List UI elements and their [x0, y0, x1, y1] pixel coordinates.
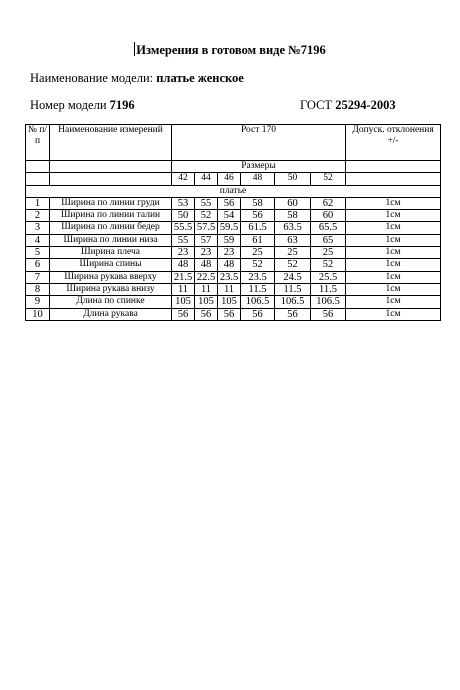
- row-number: 7: [26, 271, 50, 283]
- measurement-name: Длина по спинке: [50, 296, 172, 308]
- measurement-value: 60: [311, 210, 346, 222]
- measurement-value: 50: [172, 210, 195, 222]
- size-cell: 44: [195, 173, 218, 185]
- measurement-value: 65: [311, 234, 346, 246]
- measurement-value: 106.5: [311, 296, 346, 308]
- measurement-value: 21.5: [172, 271, 195, 283]
- measurement-value: 52: [195, 210, 218, 222]
- empty-cell: [26, 161, 50, 173]
- measurement-value: 25: [241, 247, 275, 259]
- measurement-value: 25.5: [311, 271, 346, 283]
- table-row: [26, 259, 441, 271]
- measurement-value: 62: [311, 197, 346, 209]
- measurement-value: 23.5: [218, 271, 241, 283]
- measurement-value: 56: [218, 197, 241, 209]
- model-number-label: Номер модели: [30, 98, 107, 112]
- col-header-tolerance: Допуск. отклонения +/-: [346, 125, 441, 161]
- measurement-value: 56: [218, 308, 241, 320]
- section-label: платье: [26, 185, 441, 197]
- row-number: 3: [26, 222, 50, 234]
- measurement-value: 25: [275, 247, 311, 259]
- measurement-value: 48: [172, 259, 195, 271]
- title-text: Измерения в готовом виде №7196: [136, 43, 326, 57]
- size-cell: 50: [275, 173, 311, 185]
- tolerance-value: 1см: [346, 222, 441, 234]
- measurement-value: 105: [172, 296, 195, 308]
- col-header-height: Рост 170: [172, 125, 346, 161]
- model-name-line: [30, 71, 244, 86]
- gost-label: ГОСТ: [300, 98, 333, 112]
- model-name-value: платье женское: [156, 71, 244, 85]
- sizes-label: Размеры: [172, 161, 346, 173]
- row-number: 9: [26, 296, 50, 308]
- measurement-value: 11: [172, 283, 195, 295]
- measurement-value: 56: [275, 308, 311, 320]
- gost-value: 25294-2003: [335, 98, 396, 112]
- tolerance-value: 1см: [346, 247, 441, 259]
- measurement-value: 106.5: [275, 296, 311, 308]
- row-number: 1: [26, 197, 50, 209]
- tolerance-value: 1см: [346, 296, 441, 308]
- measurement-name: Ширина по линии низа: [50, 234, 172, 246]
- tolerance-value: 1см: [346, 210, 441, 222]
- table-row: [26, 308, 441, 320]
- tolerance-value: 1см: [346, 259, 441, 271]
- measurement-value: 56: [311, 308, 346, 320]
- measurement-value: 59: [218, 234, 241, 246]
- measurement-value: 23: [172, 247, 195, 259]
- table-row: [26, 234, 441, 246]
- size-cell: 46: [218, 173, 241, 185]
- measurement-value: 11: [218, 283, 241, 295]
- tolerance-value: 1см: [346, 271, 441, 283]
- table-row: [26, 197, 441, 209]
- size-cell: 42: [172, 173, 195, 185]
- measurement-value: 61: [241, 234, 275, 246]
- measurement-value: 57.5: [195, 222, 218, 234]
- row-number: 4: [26, 234, 50, 246]
- measurement-value: 55.5: [172, 222, 195, 234]
- model-number-value: 7196: [109, 98, 135, 112]
- measurement-name: Ширина по линии талии: [50, 210, 172, 222]
- col-header-no: № п/п: [26, 125, 50, 161]
- measurement-value: 48: [218, 259, 241, 271]
- measurement-value: 48: [195, 259, 218, 271]
- measurement-value: 61.5: [241, 222, 275, 234]
- table-row: [26, 296, 441, 308]
- measurement-value: 11: [195, 283, 218, 295]
- measurement-value: 11.5: [241, 283, 275, 295]
- col-header-name: Наименование измерений: [50, 125, 172, 161]
- measurement-value: 52: [311, 259, 346, 271]
- size-cell: 48: [241, 173, 275, 185]
- measurement-value: 56: [172, 308, 195, 320]
- tolerance-value: 1см: [346, 283, 441, 295]
- measurement-name: Длина рукава: [50, 308, 172, 320]
- row-number: 10: [26, 308, 50, 320]
- measurement-name: Ширина рукава внизу: [50, 283, 172, 295]
- measurement-value: 11.5: [275, 283, 311, 295]
- document-title: [0, 42, 460, 58]
- measurement-value: 57: [195, 234, 218, 246]
- tolerance-value: 1см: [346, 197, 441, 209]
- measurement-value: 23: [195, 247, 218, 259]
- table-row: [26, 222, 441, 234]
- measurement-value: 24.5: [275, 271, 311, 283]
- row-number: 2: [26, 210, 50, 222]
- measurements-table: [25, 124, 441, 321]
- measurement-name: Ширина рукава вверху: [50, 271, 172, 283]
- measurement-value: 52: [275, 259, 311, 271]
- measurement-value: 56: [241, 308, 275, 320]
- measurement-value: 55: [195, 197, 218, 209]
- measurement-name: Ширина по линии груди: [50, 197, 172, 209]
- measurement-value: 52: [241, 259, 275, 271]
- table-row: [26, 283, 441, 295]
- measurement-value: 58: [241, 197, 275, 209]
- empty-cell: [50, 161, 172, 173]
- row-number: 6: [26, 259, 50, 271]
- measurement-value: 23.5: [241, 271, 275, 283]
- measurement-value: 11.5: [311, 283, 346, 295]
- empty-cell: [26, 173, 50, 185]
- model-number-line: [30, 98, 135, 113]
- measurement-value: 105: [218, 296, 241, 308]
- measurement-name: Ширина спины: [50, 259, 172, 271]
- measurement-value: 56: [241, 210, 275, 222]
- measurement-value: 65.5: [311, 222, 346, 234]
- table-row: [26, 271, 441, 283]
- measurement-value: 56: [195, 308, 218, 320]
- measurement-value: 55: [172, 234, 195, 246]
- row-number: 5: [26, 247, 50, 259]
- measurement-value: 54: [218, 210, 241, 222]
- measurement-value: 53: [172, 197, 195, 209]
- empty-cell: [346, 161, 441, 173]
- table-row: [26, 247, 441, 259]
- tolerance-value: 1см: [346, 308, 441, 320]
- row-number: 8: [26, 283, 50, 295]
- measurement-name: Ширина по линии бедер: [50, 222, 172, 234]
- gost-line: [300, 98, 396, 113]
- measurement-value: 22.5: [195, 271, 218, 283]
- measurement-value: 105: [195, 296, 218, 308]
- table-row: [26, 210, 441, 222]
- measurement-value: 59.5: [218, 222, 241, 234]
- measurement-value: 63: [275, 234, 311, 246]
- measurement-value: 23: [218, 247, 241, 259]
- measurement-value: 60: [275, 197, 311, 209]
- model-name-label: Наименование модели:: [30, 71, 154, 85]
- measurement-name: Ширина плеча: [50, 247, 172, 259]
- size-cell: 52: [311, 173, 346, 185]
- empty-cell: [346, 173, 441, 185]
- empty-cell: [50, 173, 172, 185]
- tolerance-value: 1см: [346, 234, 441, 246]
- measurement-value: 25: [311, 247, 346, 259]
- measurement-value: 106.5: [241, 296, 275, 308]
- measurement-value: 63.5: [275, 222, 311, 234]
- measurement-value: 58: [275, 210, 311, 222]
